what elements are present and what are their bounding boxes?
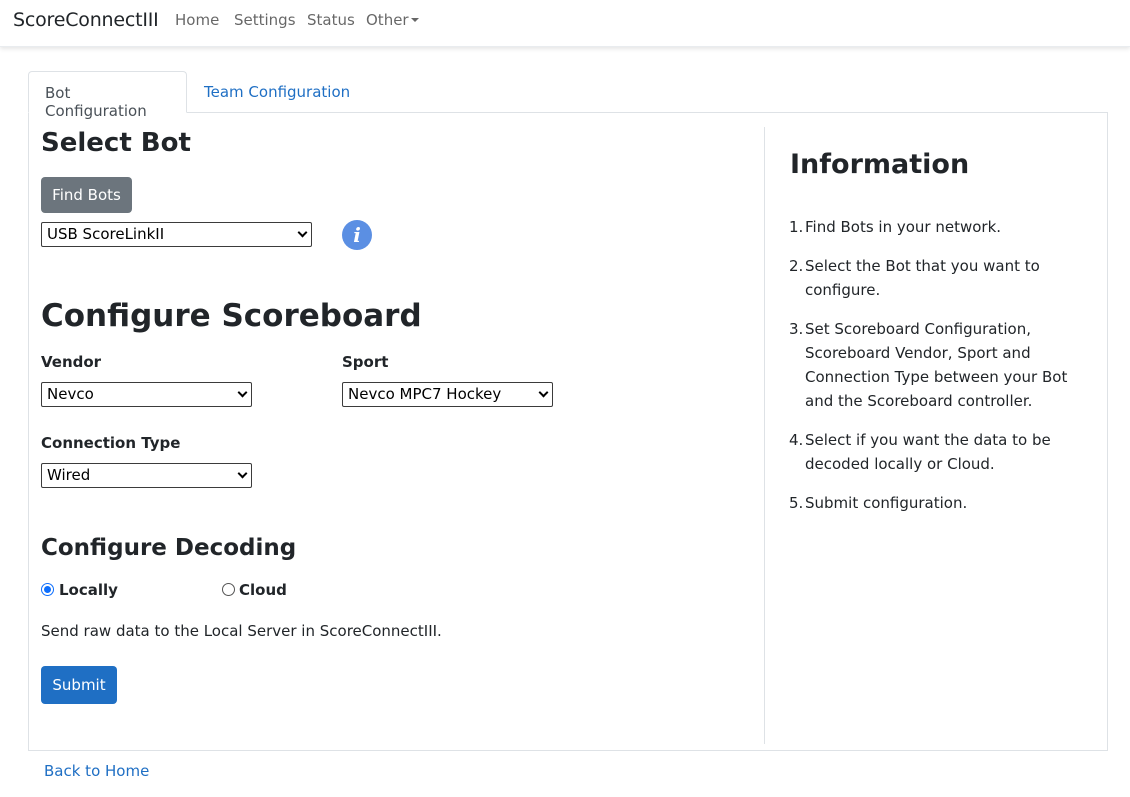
chevron-down-icon [238, 388, 248, 398]
info-step-line: configure. [805, 281, 881, 299]
vendor-label: Vendor [41, 353, 102, 371]
info-step-number: 1. [789, 218, 804, 236]
sport-label: Sport [342, 353, 389, 371]
info-step-line: Connection Type between your Bot [805, 368, 1068, 386]
info-icon[interactable]: i [342, 220, 372, 250]
bot-select[interactable] [41, 222, 312, 247]
tab-bot-configuration[interactable]: Bot Configuration [28, 71, 187, 113]
info-step-line: Select the Bot that you want to [805, 257, 1040, 275]
nav-status[interactable]: Status [307, 11, 355, 29]
column-divider [764, 127, 765, 744]
configure-decoding-heading: Configure Decoding [41, 535, 297, 561]
info-step-line: Set Scoreboard Configuration, [805, 320, 1031, 338]
info-step [789, 317, 1089, 413]
nav-settings[interactable]: Settings [234, 11, 296, 29]
info-step-line: Find Bots in your network. [805, 218, 1002, 236]
submit-button[interactable]: Submit [41, 666, 117, 704]
configure-scoreboard-heading: Configure Scoreboard [41, 298, 422, 334]
nav-other-dropdown[interactable] [366, 11, 419, 29]
vendor-select[interactable] [41, 382, 252, 407]
connection-type-select-value: Wired [47, 466, 91, 484]
nav-home[interactable]: Home [175, 11, 220, 29]
info-step-line: Submit configuration. [805, 494, 968, 512]
chevron-down-icon [539, 388, 549, 398]
chevron-down-icon [298, 228, 308, 238]
information-heading: Information [790, 149, 970, 180]
info-step-line: and the Scoreboard controller. [805, 392, 1033, 410]
nav-other-label: Other [366, 11, 409, 29]
info-step-line: Scoreboard Vendor, Sport and [805, 344, 1031, 362]
info-step [789, 491, 1089, 515]
info-step [789, 215, 1089, 239]
back-to-home-link[interactable]: Back to Home [44, 762, 150, 780]
caret-down-icon [411, 18, 419, 22]
find-bots-button[interactable]: Find Bots [41, 177, 132, 213]
radio-cloud[interactable] [222, 583, 235, 596]
top-navbar [0, 0, 1130, 47]
sport-select[interactable] [342, 382, 553, 407]
connection-type-select[interactable] [41, 463, 252, 488]
radio-cloud-label[interactable]: Cloud [239, 581, 287, 599]
chevron-down-icon [238, 469, 248, 479]
connection-type-label: Connection Type [41, 434, 181, 452]
bot-select-value: USB ScoreLinkII [47, 225, 165, 243]
info-step [789, 254, 1089, 302]
sport-select-value: Nevco MPC7 Hockey [348, 385, 502, 403]
radio-locally[interactable] [41, 583, 54, 596]
radio-locally-label[interactable]: Locally [59, 581, 118, 599]
decoding-description: Send raw data to the Local Server in ScoreConnectIII. [41, 622, 442, 640]
info-step [789, 428, 1089, 476]
info-step-number: 4. [789, 431, 804, 449]
brand-logo[interactable]: ScoreConnectIII [13, 9, 159, 31]
information-steps [789, 215, 1089, 530]
select-bot-heading: Select Bot [41, 128, 191, 158]
info-step-line: Select if you want the data to be [805, 431, 1051, 449]
info-step-line: decoded locally or Cloud. [805, 455, 995, 473]
vendor-select-value: Nevco [47, 385, 94, 403]
info-step-number: 3. [789, 320, 804, 338]
info-step-number: 5. [789, 494, 804, 512]
tab-team-configuration[interactable]: Team Configuration [204, 83, 351, 101]
info-step-number: 2. [789, 257, 804, 275]
